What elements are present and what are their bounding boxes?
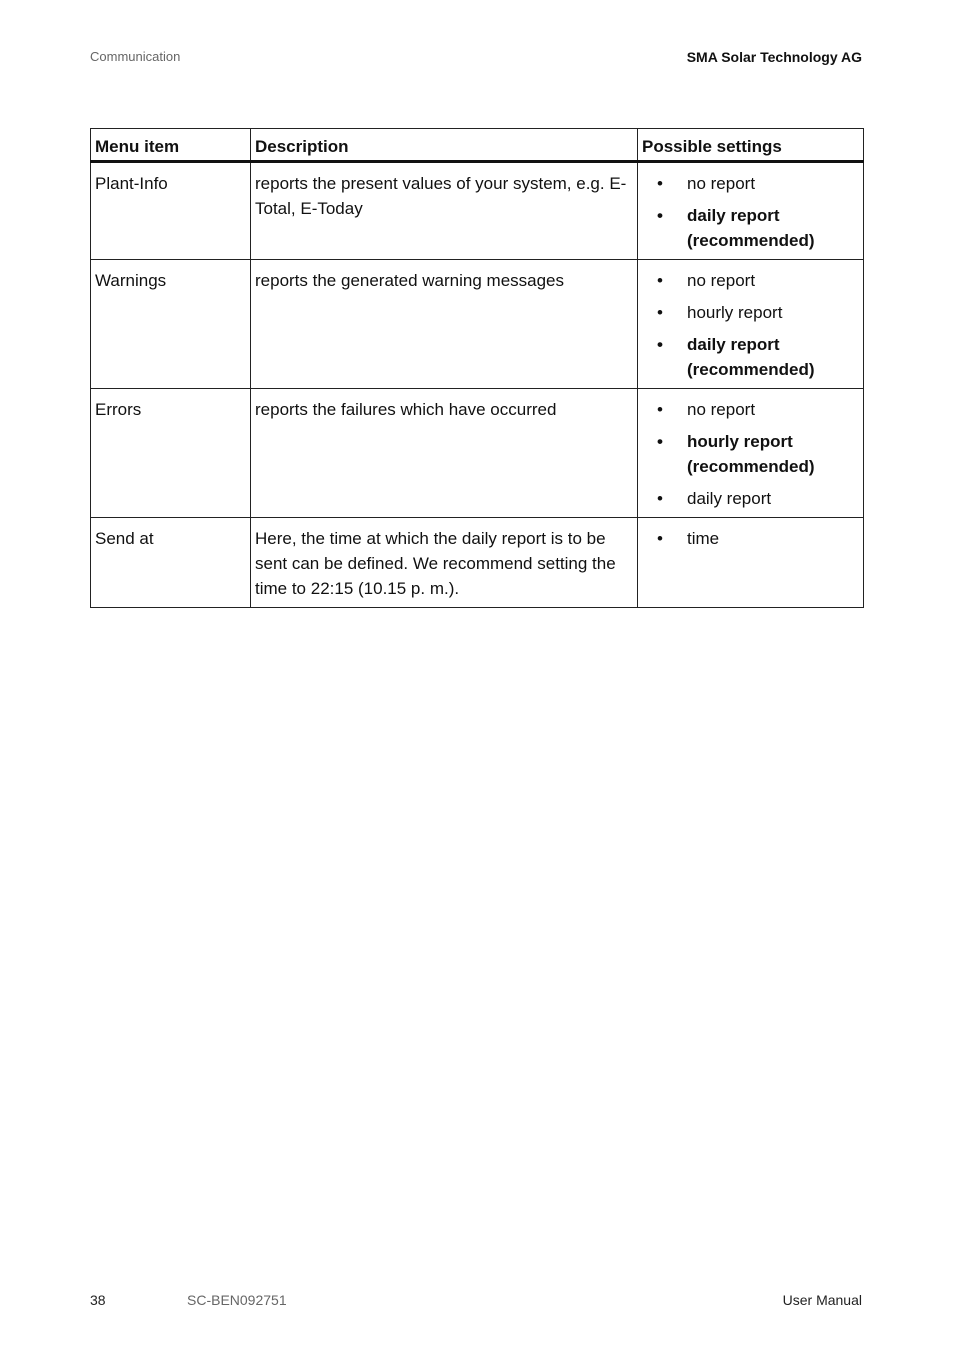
settings-list (642, 397, 859, 511)
bullet-icon: • (657, 303, 663, 322)
possible-settings-cell (638, 260, 864, 389)
setting-option (642, 397, 859, 422)
menu-item-cell: Send at (91, 518, 251, 608)
setting-option-recommended (642, 203, 859, 253)
bullet-icon: • (657, 432, 663, 451)
settings-list (642, 171, 859, 253)
setting-option-recommended (642, 332, 859, 382)
possible-settings-cell (638, 518, 864, 608)
table-row (91, 260, 864, 389)
running-header-section: Communication (90, 49, 181, 64)
document-type: User Manual (782, 1292, 862, 1308)
setting-option-text: no report (687, 400, 756, 419)
setting-option-text: no report (687, 174, 756, 193)
menu-item-cell: Warnings (91, 260, 251, 389)
bullet-icon: • (657, 400, 663, 419)
settings-list (642, 526, 859, 551)
setting-option-recommended (642, 429, 859, 479)
column-header-possible-settings: Possible settings (638, 129, 864, 162)
document-code: SC-BEN092751 (187, 1292, 287, 1308)
table-row (91, 162, 864, 260)
possible-settings-cell (638, 389, 864, 518)
setting-option-text: no report (687, 271, 756, 290)
description-cell: reports the present values of your system, e.g. E-Total, E-Today (251, 162, 638, 260)
description-cell: reports the failures which have occurred (251, 389, 638, 518)
setting-option-text: daily report (recommended) (687, 335, 815, 379)
page-number: 38 (90, 1292, 106, 1308)
bullet-icon: • (657, 529, 663, 548)
description-cell: reports the generated warning messages (251, 260, 638, 389)
possible-settings-cell (638, 162, 864, 260)
setting-option (642, 268, 859, 293)
bullet-icon: • (657, 335, 663, 354)
setting-option-text: daily report (recommended) (687, 206, 815, 250)
settings-list (642, 268, 859, 382)
table-row (91, 518, 864, 608)
menu-item-cell: Errors (91, 389, 251, 518)
column-header-description: Description (251, 129, 638, 162)
setting-option-text: hourly report (recommended) (687, 432, 815, 476)
running-header-company: SMA Solar Technology AG (686, 49, 862, 65)
bullet-icon: • (657, 174, 663, 193)
setting-option-text: time (687, 529, 720, 548)
bullet-icon: • (657, 206, 663, 225)
setting-option (642, 300, 859, 325)
menu-settings-table (90, 128, 864, 608)
column-header-menu-item: Menu item (91, 129, 251, 162)
setting-option (642, 486, 859, 511)
description-cell: Here, the time at which the daily report is to be sent can be defined. We recommend setting the time to 22:15 (10.15 p. m.). (251, 518, 638, 608)
setting-option (642, 171, 859, 196)
menu-item-cell: Plant-Info (91, 162, 251, 260)
setting-option-text: daily report (687, 489, 772, 508)
table-row (91, 389, 864, 518)
setting-option-text: hourly report (687, 303, 783, 322)
setting-option (642, 526, 859, 551)
table-header-row (91, 129, 864, 162)
bullet-icon: • (657, 271, 663, 290)
bullet-icon: • (657, 489, 663, 508)
